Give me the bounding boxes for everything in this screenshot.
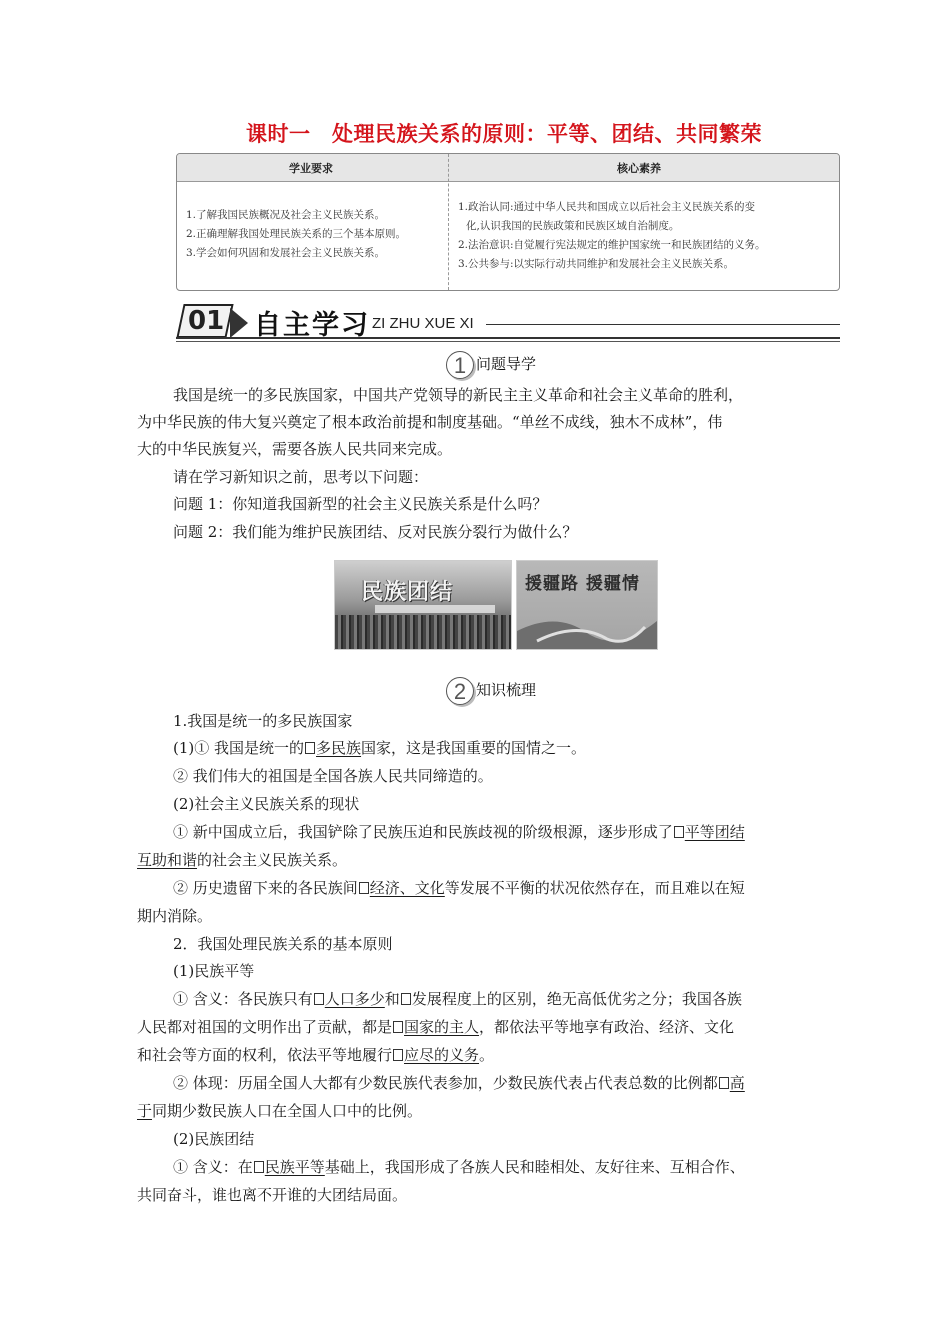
section-title: 自主学习	[254, 310, 370, 341]
col2-header: 核心素养	[617, 162, 661, 175]
banner-rule	[176, 337, 840, 339]
core-literacy-list	[458, 198, 838, 274]
subheading: (2)民族团结	[173, 1130, 255, 1148]
paragraph: ② 体现：历届全国人大都有少数民族代表参加，少数民族代表占代表总数的比例都 高	[173, 1074, 745, 1092]
section-number: 01	[188, 306, 225, 336]
column-divider	[448, 154, 449, 290]
list-item: 2.正确理解我国处理民族关系的三个基本原则。	[186, 228, 407, 240]
paragraph: (1)① 我国是统一的 多民族国家，这是我国重要的国情之一。	[173, 739, 587, 757]
section-pinyin: ZI ZHU XUE XI	[372, 315, 474, 332]
intro-line: 大的中华民族复兴，需要各族人民共同来完成。	[137, 440, 453, 458]
banner-rule	[486, 324, 840, 325]
paragraph: ② 历史遗留下来的各民族间 经济、文化等发展不平衡的状况依然存在，而且难以在短	[173, 879, 745, 897]
checkbox-icon	[359, 882, 369, 894]
question-2: 问题 2：我们能为维护民族团结、反对民族分裂行为做什么？	[173, 523, 578, 541]
section-number-badge	[176, 304, 233, 338]
checkbox-icon	[254, 1161, 264, 1173]
circled-number-icon: 2	[446, 677, 474, 705]
paragraph: 互助和谐的社会主义民族关系。	[137, 851, 348, 869]
answer-text: 民族平等	[264, 1158, 325, 1176]
answer-text: 于	[137, 1102, 153, 1120]
requirements-table-header	[177, 154, 839, 182]
paragraph: ① 含义：在 民族平等基础上，我国形成了各族人民和睦相处、友好往来、互相合作、	[173, 1158, 745, 1176]
list-item: 3.公共参与:以实际行动共同维护和发展社会主义民族关系。	[458, 258, 735, 270]
answer-text: 国家的主人	[404, 1018, 480, 1036]
list-item: 化,认识我国的民族政策和民族区域自治制度。	[466, 220, 680, 232]
answer-text: 平等团结	[684, 823, 745, 841]
checkbox-icon	[305, 742, 315, 754]
answer-text: 应尽的义务	[404, 1046, 480, 1064]
academic-requirements-list	[186, 206, 441, 263]
col1-header: 学业要求	[289, 162, 333, 175]
subheading: (2)社会主义民族关系的现状	[173, 795, 360, 813]
image-banner-strip	[375, 605, 495, 613]
checkbox-icon	[393, 1021, 403, 1033]
subheading: (1)民族平等	[173, 962, 255, 980]
list-item: 3.学会如何巩固和发展社会主义民族关系。	[186, 247, 386, 259]
guide-heading-text: 问题导学	[476, 355, 537, 373]
crowd-graphic	[335, 615, 511, 649]
checkbox-icon	[401, 993, 411, 1005]
page-title: 课时一 处理民族关系的原则：平等、团结、共同繁荣	[246, 122, 762, 146]
intro-line: 为中华民族的伟大复兴奠定了根本政治前提和制度基础。“单丝不成线，独木不成林”，伟	[137, 413, 723, 431]
list-item: 1.政治认同:通过中华人民共和国成立以后社会主义民族关系的变	[458, 201, 756, 213]
checkbox-icon	[719, 1077, 729, 1089]
paragraph: 人民都对祖国的文明作出了贡献，都是 国家的主人，都依法平等地享有政治、经济、文化	[137, 1018, 735, 1036]
circled-number-icon: 1	[446, 351, 474, 379]
requirements-table	[176, 153, 840, 291]
paragraph: 期内消除。	[137, 907, 213, 925]
heading-2: 2．我国处理民族关系的基本原则	[173, 935, 393, 953]
image-caption: 民族团结	[361, 580, 454, 605]
paragraph: 和社会等方面的权利，依法平等地履行 应尽的义务。	[137, 1046, 495, 1064]
answer-text: 人口多少	[324, 990, 385, 1008]
guide-heading	[446, 351, 536, 379]
checkbox-icon	[314, 993, 324, 1005]
paragraph: ① 新中国成立后，我国铲除了民族压迫和民族歧视的阶级根源，逐步形成了 平等团结	[173, 823, 745, 841]
list-item: 2.法治意识:自觉履行宪法规定的维护国家统一和民族团结的义务。	[458, 239, 766, 251]
list-item: 1.了解我国民族概况及社会主义民族关系。	[186, 209, 386, 221]
answer-text: 互助和谐	[137, 851, 198, 869]
paragraph: 于同期少数民族人口在全国人口中的比例。	[137, 1102, 423, 1120]
prompt-text: 请在学习新知识之前，思考以下问题：	[173, 468, 429, 486]
knowledge-heading	[446, 677, 536, 705]
paragraph: ② 我们伟大的祖国是全国各族人民共同缔造的。	[173, 767, 493, 785]
heading-1: 1.我国是统一的多民族国家	[173, 712, 353, 730]
checkbox-icon	[393, 1049, 403, 1061]
paragraph: 共同奋斗，谁也离不开谁的大团结局面。	[137, 1186, 408, 1204]
section-banner	[176, 300, 840, 342]
question-1: 问题 1：你知道我国新型的社会主义民族关系是什么吗？	[173, 495, 548, 513]
banner-rule	[176, 341, 840, 342]
intro-line: 我国是统一的多民族国家，中国共产党领导的新民主主义革命和社会主义革命的胜利，	[173, 386, 744, 404]
knowledge-heading-text: 知识梳理	[476, 681, 537, 699]
answer-text: 多民族	[316, 739, 362, 757]
xinjiang-aid-image	[516, 560, 658, 650]
answer-text: 高	[729, 1074, 745, 1092]
image-caption: 援疆路 援疆情	[525, 574, 640, 594]
triangle-icon	[230, 308, 248, 338]
paragraph: ① 含义：各民族只有 人口多少和 发展程度上的区别，绝无高低优劣之分；我国各族	[173, 990, 742, 1008]
answer-text: 经济、文化	[369, 879, 445, 897]
ethnic-unity-image	[334, 560, 512, 650]
checkbox-icon	[674, 826, 684, 838]
